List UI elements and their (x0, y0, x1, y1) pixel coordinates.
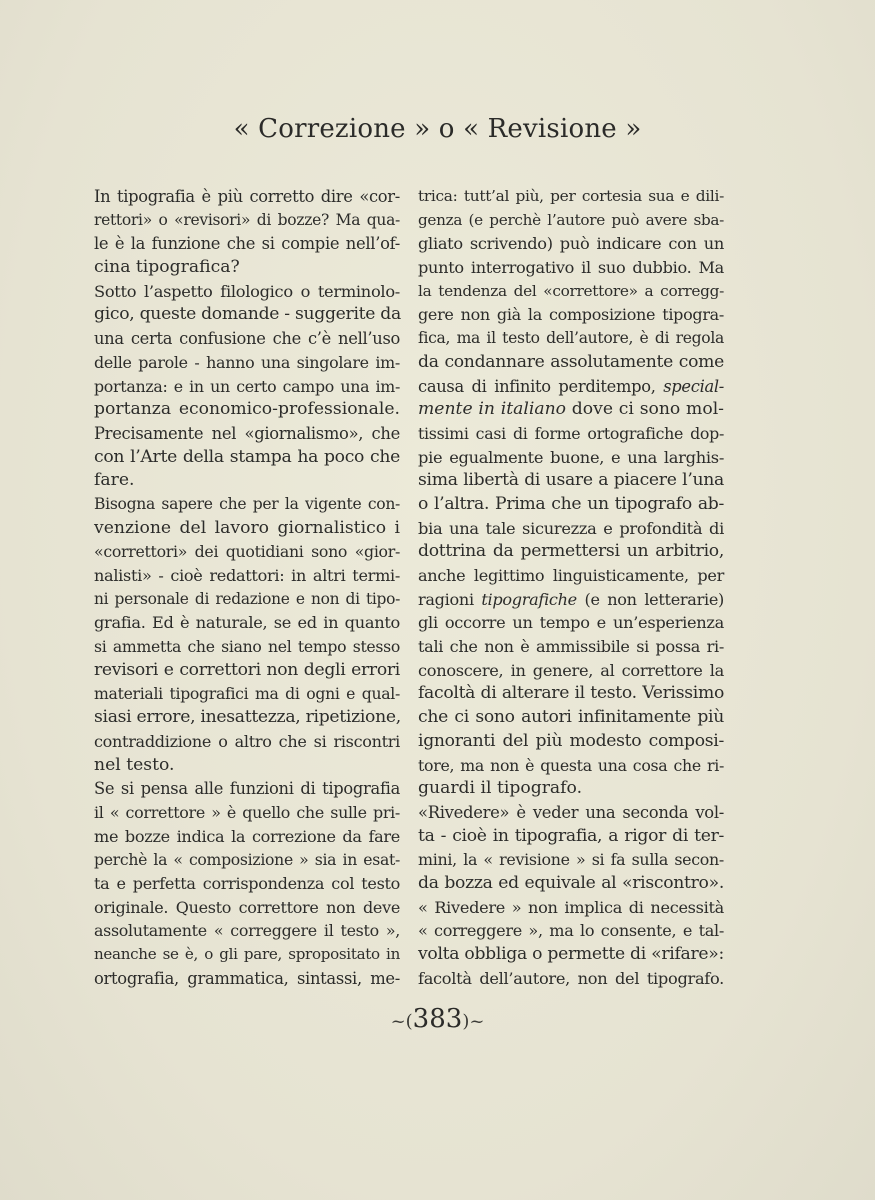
line-text: anche legittimo linguisticamente, per (418, 566, 724, 585)
text-line (418, 280, 724, 304)
line-text: da bozza ed equivale al «riscontro». (418, 872, 724, 893)
line-text: facoltà di alterare il testo. Verissimo (418, 683, 724, 704)
text-line (94, 422, 400, 446)
line-text: «correttori» dei quotidiani sono «gior- (94, 542, 400, 562)
line-text: «Rivedere» è veder una seconda vol- (418, 802, 724, 822)
line-text: rettori» o «revisori» di bozze? Ma qua- (94, 210, 400, 229)
line-text: « Rivedere » non implica di necessità (418, 897, 724, 917)
text-line (418, 896, 724, 920)
line-text: facoltà dell’autore, non del tipografo. (418, 968, 724, 988)
line-text: da condannare assolutamente come (418, 351, 724, 372)
text-line (418, 185, 724, 209)
line-text: « correggere », ma lo consente, e tal- (418, 921, 724, 941)
line-text: una certa confusione che c’è nell’uso (94, 329, 400, 349)
text-line (418, 611, 724, 635)
line-text: che ci sono autori infinitamente più (418, 707, 724, 728)
line-text: si ammetta che siano nel tempo stesso (94, 637, 400, 657)
line-text: Se si pensa alle funzioni di tipografia (94, 779, 400, 799)
line-text: conoscere, in genere, al correttore la (418, 660, 724, 680)
text-line (94, 232, 400, 256)
line-text: contraddizione o altro che si riscontri (94, 731, 400, 751)
text-line (94, 185, 400, 209)
text-line (94, 327, 400, 351)
text-line (94, 943, 400, 967)
text-line (94, 754, 400, 778)
text-line (418, 943, 724, 967)
text-line (94, 209, 400, 233)
text-line (418, 209, 724, 233)
text-line (418, 303, 724, 327)
line-text: Precisamente nel «giornalismo», che (94, 423, 400, 443)
text-line (418, 777, 724, 801)
text-line (94, 564, 400, 588)
line-text: bia una tale sicurezza e profondità di (418, 518, 724, 538)
text-line (94, 682, 400, 706)
line-text: gico, queste domande - suggerite da (94, 304, 401, 325)
text-line (94, 469, 400, 493)
text-line (418, 398, 724, 422)
text-line (94, 446, 400, 470)
text-line (94, 801, 400, 825)
text-line (418, 540, 724, 564)
text-line (418, 564, 724, 588)
text-line (94, 635, 400, 659)
line-text: ta e perfetta corrispondenza col testo (94, 873, 400, 893)
text-line (418, 588, 724, 612)
text-line (418, 848, 724, 872)
line-text: perchè la « composizione » sia in esat- (94, 850, 400, 870)
line-text: ortografia, grammatica, sintassi, me- (94, 968, 400, 988)
text-line (94, 588, 400, 612)
text-line (418, 967, 724, 991)
text-line (94, 303, 400, 327)
text-line (418, 375, 724, 399)
line-text: Sotto l’aspetto filologico o terminolo- (94, 281, 400, 301)
line-text: originale. Questo correttore non deve (94, 897, 400, 917)
line-text: assolutamente « correggere il testo », (94, 921, 400, 941)
line-text: Bisogna sapere che per la vigente con- (94, 494, 400, 513)
line-text: sima libertà di usare a piacere l’una (418, 470, 724, 491)
text-line (94, 351, 400, 375)
line-text: nalisti» - cioè redattori: in altri termi- (94, 566, 400, 585)
text-line (94, 280, 400, 304)
text-line (418, 659, 724, 683)
line-text: trica: tutt’al più, per cortesia sua e dili- (418, 187, 724, 205)
line-text: ta - cioè in tipografia, a rigor di ter- (418, 825, 724, 846)
line-text: materiali tipografici ma di ogni e qual- (94, 684, 400, 704)
line-text: ragioni (418, 589, 482, 609)
text-line (418, 493, 724, 517)
text-line (94, 919, 400, 943)
line-text: nel testo. (94, 754, 175, 775)
line-text: fare. (94, 470, 135, 491)
folio-ornament-left: ~( (390, 1011, 413, 1032)
text-line (94, 967, 400, 991)
line-text: venzione del lavoro giornalistico i (94, 517, 400, 538)
line-text: le è la funzione che si compie nell’of- (94, 234, 400, 254)
text-line (418, 446, 724, 470)
text-line (94, 848, 400, 872)
page-title: « Correzione » o « Revisione » (233, 114, 642, 144)
text-line (418, 754, 724, 778)
line-text: causa di infinito perditempo, (418, 376, 664, 396)
line-text: gere non già la composizione tipogra- (418, 305, 724, 325)
line-text: revisori e correttori non degli errori (94, 659, 400, 680)
text-line (94, 540, 400, 564)
line-text: pie egualmente buone, e una larghis- (418, 447, 724, 467)
line-text: neanche se è, o gli pare, spropositato in (94, 945, 400, 963)
line-text: gli occorre un tempo e un’esperienza (418, 613, 724, 633)
line-text: grafia. Ed è naturale, se ed in quanto (94, 613, 400, 633)
line-text: tissimi casi di forme ortografiche dop- (418, 423, 724, 443)
text-line (94, 825, 400, 849)
page-number (0, 1004, 875, 1034)
line-text: gliato scrivendo) può indicare con un (418, 234, 724, 254)
line-text: genza (e perchè l’autore può avere sba- (418, 210, 724, 229)
line-text: ni personale di redazione e non di tipo- (94, 589, 400, 608)
line-text: portanza economico-professionale. (94, 399, 400, 420)
text-line (418, 872, 724, 896)
line-text: fica, ma il testo dell’autore, è di regola (418, 329, 724, 348)
text-line (94, 896, 400, 920)
text-line (94, 375, 400, 399)
text-line (418, 801, 724, 825)
page-number-value: 383 (412, 1004, 463, 1034)
line-text: volta obbliga o permette di «rifare»: (418, 944, 724, 964)
line-text: la tendenza del «correttore» a corregg- (418, 281, 724, 300)
text-line (418, 825, 724, 849)
line-text: punto interrogativo il suo dubbio. Ma (418, 258, 724, 278)
italic-text: special- (663, 376, 724, 396)
text-line (418, 919, 724, 943)
line-text: tali che non è ammissibile si possa ri- (418, 637, 724, 657)
line-text: me bozze indica la correzione da fare (94, 826, 400, 846)
line-text: (e non letterarie) (576, 589, 725, 609)
text-line (418, 256, 724, 280)
line-text: ignoranti del più modesto composi- (418, 730, 724, 751)
text-line (418, 635, 724, 659)
text-line (94, 611, 400, 635)
text-line (418, 327, 724, 351)
line-text: con l’Arte della stampa ha poco che (94, 446, 400, 467)
italic-text: tipografiche (481, 589, 577, 609)
text-column-right (418, 185, 724, 990)
line-text: cina tipografica? (94, 257, 240, 278)
text-line (418, 682, 724, 706)
line-text: guardi il tipografo. (418, 778, 583, 799)
text-line (418, 232, 724, 256)
italic-text: mente in italiano (418, 399, 567, 420)
line-text: o l’altra. Prima che un tipografo ab- (418, 493, 724, 514)
text-line (418, 517, 724, 541)
text-line (94, 398, 400, 422)
text-line (418, 730, 724, 754)
text-line (94, 872, 400, 896)
line-text: mini, la « revisione » si fa sulla secon- (418, 850, 724, 870)
line-text: dove ci sono mol- (566, 399, 724, 420)
text-line (418, 351, 724, 375)
line-text: delle parole - hanno una singolare im- (94, 352, 400, 372)
line-text: In tipografia è più corretto dire «cor- (94, 187, 400, 206)
text-line (94, 777, 400, 801)
text-line (94, 517, 400, 541)
text-line (94, 659, 400, 683)
text-line (94, 256, 400, 280)
folio-ornament-right: )~ (462, 1011, 485, 1032)
text-column-left (94, 185, 400, 990)
line-text: tore, ma non è questa una cosa che ri- (418, 755, 724, 775)
line-text: dottrina da permettersi un arbitrio, (418, 541, 724, 562)
text-line (418, 706, 724, 730)
text-line (94, 706, 400, 730)
line-text: siasi errore, inesattezza, ripetizione, (94, 707, 401, 728)
text-line (94, 730, 400, 754)
text-line (94, 493, 400, 517)
line-text: portanza: e in un certo campo una im- (94, 376, 400, 396)
line-text: il « correttore » è quello che sulle pri- (94, 802, 400, 822)
text-line (418, 422, 724, 446)
text-line (418, 469, 724, 493)
